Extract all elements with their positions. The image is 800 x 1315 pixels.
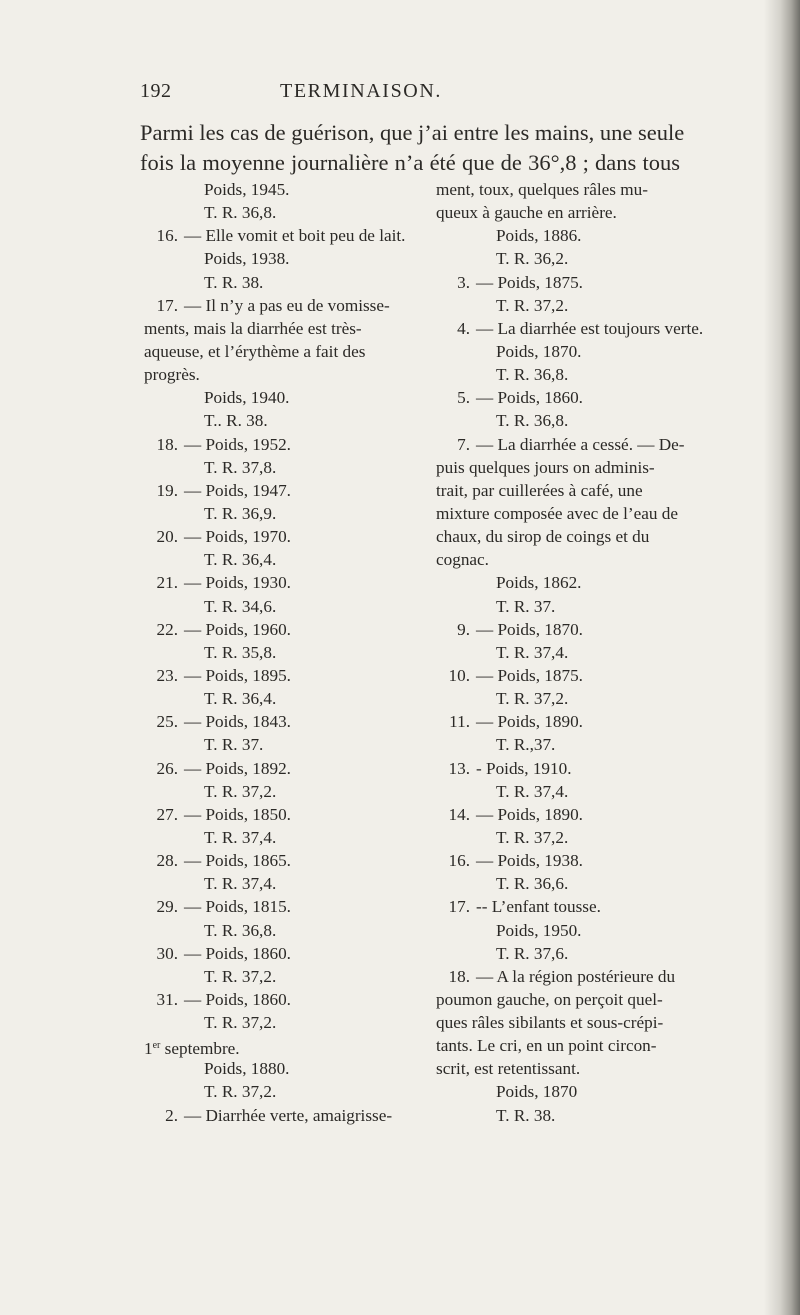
- text-line: [144, 1011, 416, 1034]
- entry-number: 2.: [165, 1105, 178, 1125]
- text-line: [436, 803, 710, 826]
- entry-number: 26.: [156, 758, 178, 778]
- left-column: [144, 178, 416, 1127]
- text-line: [436, 201, 710, 224]
- text-line: [436, 525, 710, 548]
- entry-text: — Poids, 1947.: [184, 480, 291, 500]
- text-line: [436, 872, 710, 895]
- text-line: [436, 1034, 710, 1057]
- text-line: [144, 826, 416, 849]
- line-text: trait, par cuillerées à café, une: [436, 480, 643, 500]
- text-line: [436, 548, 710, 571]
- text-line: [436, 1057, 710, 1080]
- line-text: puis quelques jours on adminis-: [436, 457, 655, 477]
- entry-text: — A la région postérieure du: [476, 966, 676, 986]
- text-line: [436, 919, 710, 942]
- text-line: [436, 247, 710, 270]
- line-text: Poids, 1938.: [204, 249, 290, 269]
- line-text: ques râles sibilants et sous-crépi-: [436, 1013, 664, 1033]
- text-line: [436, 664, 710, 687]
- line-text: ment, toux, quelques râles mu-: [436, 180, 648, 199]
- line-text: cognac.: [436, 550, 489, 570]
- entry-number: 16.: [156, 226, 178, 246]
- line-text: Poids, 1886.: [496, 226, 582, 246]
- text-line: [144, 224, 416, 247]
- entry-text: — Poids, 1875.: [476, 272, 583, 292]
- entry-number: 31.: [156, 989, 178, 1009]
- entry-number: 10.: [448, 665, 470, 685]
- text-line: [144, 571, 416, 594]
- text-line: [144, 687, 416, 710]
- entry-text: — Poids, 1815.: [184, 897, 291, 917]
- text-line: [144, 641, 416, 664]
- text-line: [144, 895, 416, 918]
- entry-number: 19.: [156, 480, 178, 500]
- line-text: poumon gauche, on perçoit quel-: [436, 989, 663, 1009]
- page-edge-shadow: [764, 0, 800, 1315]
- text-line: [144, 803, 416, 826]
- page-header: [140, 80, 680, 110]
- entry-number: 16.: [448, 851, 470, 871]
- text-line: [436, 178, 710, 201]
- line-text: T. R. 37,4.: [204, 874, 277, 894]
- text-line: [144, 942, 416, 965]
- text-line: [436, 502, 710, 525]
- text-line: [144, 849, 416, 872]
- entry-number: 4.: [457, 318, 470, 338]
- text-line: [436, 595, 710, 618]
- entry-text: — Poids, 1892.: [184, 758, 291, 778]
- text-line: [144, 294, 416, 317]
- line-text: T. R. 37,4.: [204, 827, 277, 847]
- text-line: [144, 525, 416, 548]
- text-line: [144, 664, 416, 687]
- text-line: [436, 409, 710, 432]
- entry-number: 14.: [448, 804, 470, 824]
- entry-number: 30.: [156, 943, 178, 963]
- line-text: Poids, 1880.: [204, 1059, 290, 1079]
- line-text: tants. Le cri, en un point circon-: [436, 1036, 657, 1056]
- entry-text: — Poids, 1930.: [184, 573, 291, 593]
- entry-text: - Poids, 1910.: [476, 758, 572, 778]
- line-text: aqueuse, et l’érythème a fait des: [144, 341, 366, 361]
- line-text: T. R. 38.: [496, 1105, 556, 1125]
- text-line: [436, 826, 710, 849]
- entry-number: 5.: [457, 388, 470, 408]
- line-text: 1: [144, 1039, 153, 1059]
- line-text: scrit, est retentissant.: [436, 1059, 581, 1079]
- entry-number: 28.: [156, 851, 178, 871]
- text-line: [144, 919, 416, 942]
- text-line: [436, 641, 710, 664]
- line-text: T. R. 38.: [204, 272, 264, 292]
- line-text: T. R. 35,8.: [204, 642, 277, 662]
- line-text: T. R. 37,2.: [496, 827, 569, 847]
- text-line: [144, 710, 416, 733]
- entry-text: — Poids, 1952.: [184, 434, 291, 454]
- line-text: T. R. 37,2.: [204, 1013, 277, 1033]
- entry-number: 23.: [156, 665, 178, 685]
- intro-line: fois la moyenne journalière n’a été que de 36°,8 ; dans tous: [140, 150, 680, 175]
- line-text: Poids, 1940.: [204, 388, 290, 408]
- text-line: [144, 618, 416, 641]
- text-line: [436, 733, 710, 756]
- text-line: [144, 548, 416, 571]
- line-text: T. R. 36,9.: [204, 503, 277, 523]
- text-line: [436, 340, 710, 363]
- line-text: Poids, 1870: [496, 1082, 578, 1102]
- line-text: T. R. 37,2.: [496, 689, 569, 709]
- line-text: progrès.: [144, 365, 200, 385]
- line-text: T. R. 36,4.: [204, 550, 277, 570]
- text-line: [144, 386, 416, 409]
- text-line: [144, 1080, 416, 1103]
- text-line: [144, 317, 416, 340]
- text-line: [436, 687, 710, 710]
- text-line: [436, 294, 710, 317]
- text-line: [144, 965, 416, 988]
- line-text: T. R. 37,4.: [496, 781, 569, 801]
- text-line: [144, 247, 416, 270]
- entry-number: 9.: [457, 619, 470, 639]
- entry-text: — Poids, 1865.: [184, 851, 291, 871]
- text-line: [436, 479, 710, 502]
- line-text: T. R. 37,8.: [204, 457, 277, 477]
- text-line: [144, 409, 416, 432]
- text-line: [436, 942, 710, 965]
- entry-number: 27.: [156, 804, 178, 824]
- entry-text: — Poids, 1895.: [184, 665, 291, 685]
- line-text: T. R. 36,6.: [496, 874, 569, 894]
- text-line: [144, 340, 416, 363]
- entry-text: — Diarrhée verte, amaigrisse-: [184, 1105, 393, 1125]
- line-text-rest: septembre.: [160, 1039, 240, 1059]
- entry-text: — Poids, 1960.: [184, 619, 291, 639]
- line-text: T. R. 37,2.: [204, 1082, 277, 1102]
- line-text: T. R. 37.: [204, 735, 264, 755]
- text-line: [144, 479, 416, 502]
- line-text: T. R. 36,8.: [204, 203, 277, 223]
- text-line: [144, 363, 416, 386]
- entry-number: 21.: [156, 573, 178, 593]
- entry-number: 17.: [448, 897, 470, 917]
- entry-text: — Poids, 1860.: [184, 989, 291, 1009]
- text-line: [144, 201, 416, 224]
- entry-text: — Poids, 1850.: [184, 804, 291, 824]
- text-line: [436, 895, 710, 918]
- text-line: [436, 363, 710, 386]
- entry-text: — La diarrhée est toujours verte.: [476, 318, 704, 338]
- entry-text: — La diarrhée a cessé. — De-: [476, 434, 685, 454]
- line-text: ments, mais la diarrhée est très-: [144, 318, 362, 338]
- entry-number: 7.: [457, 434, 470, 454]
- text-line: [436, 271, 710, 294]
- entry-text: — Poids, 1938.: [476, 851, 583, 871]
- line-text: mixture composée avec de l’eau de: [436, 503, 678, 523]
- line-text: Poids, 1870.: [496, 341, 582, 361]
- text-line: [436, 757, 710, 780]
- text-line: [144, 1104, 416, 1127]
- text-line: [144, 502, 416, 525]
- entry-text: — Poids, 1870.: [476, 619, 583, 639]
- text-line: [436, 618, 710, 641]
- text-line: [144, 178, 416, 201]
- text-line: [144, 1034, 416, 1057]
- intro-paragraph: [140, 118, 685, 178]
- entry-text: — Poids, 1860.: [184, 943, 291, 963]
- text-line: [144, 456, 416, 479]
- text-line: [436, 433, 710, 456]
- line-text: Poids, 1945.: [204, 180, 290, 199]
- entry-text: — Poids, 1970.: [184, 527, 291, 547]
- entry-text: — Poids, 1860.: [476, 388, 583, 408]
- text-line: [144, 595, 416, 618]
- text-line: [436, 710, 710, 733]
- line-text: T. R. 37,2.: [496, 295, 569, 315]
- entry-number: 3.: [457, 272, 470, 292]
- entry-number: 11.: [449, 712, 470, 732]
- entry-text: — Elle vomit et boit peu de lait.: [184, 226, 406, 246]
- page-number: 192: [140, 80, 172, 102]
- entry-number: 20.: [156, 527, 178, 547]
- running-title: TERMINAISON.: [280, 80, 442, 102]
- text-line: [144, 433, 416, 456]
- line-text: T. R.,37.: [496, 735, 556, 755]
- line-text: T. R. 37,2.: [204, 781, 277, 801]
- line-text: queux à gauche en arrière.: [436, 203, 617, 223]
- text-line: [436, 1011, 710, 1034]
- line-text: T. R. 36,2.: [496, 249, 569, 269]
- text-line: [436, 571, 710, 594]
- line-text: T. R. 37,2.: [204, 966, 277, 986]
- entry-number: 13.: [448, 758, 470, 778]
- superscript: er: [152, 1040, 161, 1052]
- text-line: [436, 1104, 710, 1127]
- line-text: chaux, du sirop de coings et du: [436, 527, 650, 547]
- text-line: [436, 988, 710, 1011]
- entry-number: 29.: [156, 897, 178, 917]
- entry-text: -- L’enfant tousse.: [476, 897, 601, 917]
- text-line: [144, 271, 416, 294]
- entry-text: — Poids, 1843.: [184, 712, 291, 732]
- text-line: [436, 317, 710, 340]
- text-line: [436, 965, 710, 988]
- line-text: T. R. 37,6.: [496, 943, 569, 963]
- line-text: Poids, 1950.: [496, 920, 582, 940]
- text-line: [436, 386, 710, 409]
- entry-number: 18.: [448, 966, 470, 986]
- line-text: T.. R. 38.: [204, 411, 268, 431]
- text-line: [436, 780, 710, 803]
- text-line: [144, 780, 416, 803]
- entry-number: 18.: [156, 434, 178, 454]
- line-text: T. R. 36,8.: [496, 365, 569, 385]
- text-line: [144, 1057, 416, 1080]
- text-line: [144, 872, 416, 895]
- text-line: [144, 733, 416, 756]
- text-line: [436, 1080, 710, 1103]
- text-line: [436, 224, 710, 247]
- line-text: T. R. 36,8.: [204, 920, 277, 940]
- intro-line: Parmi les cas de guérison, que j’ai entre les mains, une seule: [140, 120, 685, 145]
- entry-text: — Poids, 1875.: [476, 665, 583, 685]
- line-text: T. R. 36,4.: [204, 689, 277, 709]
- entry-number: 22.: [156, 619, 178, 639]
- entry-text: — Poids, 1890.: [476, 712, 583, 732]
- entry-number: 17.: [156, 295, 178, 315]
- entry-number: 25.: [156, 712, 178, 732]
- line-text: T. R. 36,8.: [496, 411, 569, 431]
- entry-text: — Poids, 1890.: [476, 804, 583, 824]
- line-text: T. R. 37,4.: [496, 642, 569, 662]
- line-text: Poids, 1862.: [496, 573, 582, 593]
- line-text: T. R. 34,6.: [204, 596, 277, 616]
- text-line: [436, 849, 710, 872]
- text-line: [436, 456, 710, 479]
- line-text: T. R. 37.: [496, 596, 556, 616]
- right-column: [436, 178, 710, 1127]
- entry-text: — Il n’y a pas eu de vomisse-: [184, 295, 390, 315]
- text-line: [144, 757, 416, 780]
- text-line: [144, 988, 416, 1011]
